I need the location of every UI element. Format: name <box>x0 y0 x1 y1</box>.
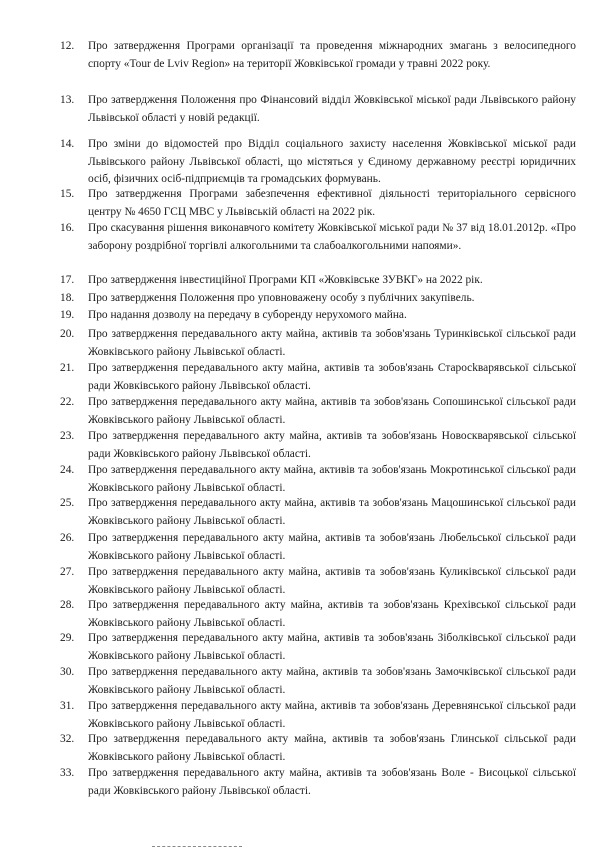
item-text: Про затвердження Програми організації та проведення міжнародних змагань з велосипедного спорту «Tour de Lviv Region» на території Жовківської громади у травні 2022 року. <box>88 40 576 70</box>
item-number: 26. <box>60 532 75 544</box>
item-text: Про затвердження передавального акту майна, активів та зобов'язань Деревнянської сільської ради Жовківського району Львівської області. <box>88 700 576 730</box>
item-text: Про затвердження передавального акту майна, активів та зобов'язань Крехівської сільської ради Жовківського району Львівської області. <box>88 599 576 629</box>
list-item <box>60 428 576 463</box>
item-text: Про затвердження передавального акту майна, активів та зобов'язань Старосkварявської сільської ради Жовківського району Львівської області. <box>88 362 576 392</box>
item-number: 22. <box>60 396 75 408</box>
item-number: 13. <box>60 94 75 106</box>
item-text: Про затвердження інвестиційної Програми КП «Жовківське ЗУВКГ» на 2022 рік. <box>88 274 483 286</box>
item-number: 14. <box>60 138 75 150</box>
item-text: Про затвердження передавального акту майна, активів та зобов'язань Зіболківської сільської ради Жовківського району Львівської області. <box>88 632 576 662</box>
item-number: 24. <box>60 464 75 476</box>
item-number: 29. <box>60 632 75 644</box>
list-item <box>60 38 576 73</box>
item-number: 30. <box>60 666 75 678</box>
item-text: Про затвердження передавального акту майна, активів та зобов'язань Сопошинської сільської ради Жовківського району Львівської області. <box>88 396 576 426</box>
list-item <box>60 272 576 290</box>
list-item <box>60 220 576 255</box>
list-item <box>60 495 576 530</box>
item-text: Про затвердження передавального акту майна, активів та зобов'язань Воле - Висоцької сільської ради Жовківського району Львівської області. <box>88 767 576 797</box>
item-number: 25. <box>60 497 75 509</box>
list-item <box>60 307 576 325</box>
item-text: Про зміни до відомостей про Відділ соціального захисту населення Жовківської міської ради Львівського району Львівської області, що містяться у Єдиному державному реєстрі юридичних осіб, фізичних осіб-підприємців та громадських формувань. <box>88 138 576 185</box>
item-number: 18. <box>60 292 75 304</box>
item-text: Про затвердження передавального акту майна, активів та зобов'язань Мокротинської сільської ради Жовківського району Львівської області. <box>88 464 576 494</box>
list-item <box>60 290 576 308</box>
item-text: Про затвердження Програми забезпечення ефективної діяльності територіального сервісного центру № 4650 ГСЦ МВС у Львівській області на 2022 рік. <box>88 188 576 218</box>
list-item <box>60 92 576 127</box>
list-item <box>60 394 576 429</box>
item-number: 33. <box>60 767 75 779</box>
list-item <box>60 136 576 189</box>
list-item <box>60 462 576 497</box>
item-text: Про затвердження Положення про Фінансовий відділ Жовківської міської ради Львівського району Львівської області у новій редакції. <box>88 94 576 124</box>
item-text: Про скасування рішення виконавчого комітету Жовківської міської ради № 37 від 18.01.2012р. «Про заборону роздрібної торгівлі алкогольними та слабоалкогольними напоями». <box>88 222 576 252</box>
item-number: 12. <box>60 40 75 52</box>
list-item <box>60 664 576 699</box>
item-number: 17. <box>60 274 75 286</box>
item-text: Про затвердження передавального акту майна, активів та зобов'язань Любельської сільської ради Жовківського району Львівської області. <box>88 532 576 562</box>
item-text: Про затвердження Положення про уповноважену особу з публічних закупівель. <box>88 292 475 304</box>
item-number: 23. <box>60 430 75 442</box>
item-text: Про затвердження передавального акту майна, активів та зобов'язань Глинської сільської ради Жовківського району Львівської області. <box>88 733 576 763</box>
list-item <box>60 530 576 565</box>
list-item <box>60 597 576 632</box>
list-item <box>60 564 576 599</box>
list-item <box>60 360 576 395</box>
item-text: Про затвердження передавального акту майна, активів та зобов'язань Мацошинської сільської ради Жовківського району Львівської області. <box>88 497 576 527</box>
item-text: Про затвердження передавального акту майна, активів та зобов'язань Туринківської сільської ради Жовківського району Львівської області. <box>88 328 576 358</box>
item-number: 20. <box>60 328 75 340</box>
item-number: 27. <box>60 566 75 578</box>
footer-divider <box>152 846 242 847</box>
list-item <box>60 731 576 766</box>
item-number: 21. <box>60 362 75 374</box>
list-item <box>60 326 576 361</box>
item-text: Про затвердження передавального акту майна, активів та зобов'язань Новоскварявської сільської ради Жовківського району Львівської області. <box>88 430 576 460</box>
item-number: 31. <box>60 700 75 712</box>
item-number: 15. <box>60 188 75 200</box>
list-item <box>60 765 576 800</box>
item-number: 28. <box>60 599 75 611</box>
item-text: Про затвердження передавального акту майна, активів та зобов'язань Куликівської сільської ради Жовківського району Львівської області. <box>88 566 576 596</box>
item-number: 16. <box>60 222 75 234</box>
item-number: 19. <box>60 309 75 321</box>
list-item <box>60 186 576 221</box>
item-number: 32. <box>60 733 75 745</box>
item-text: Про затвердження передавального акту майна, активів та зобов'язань Замочківської сільської ради Жовківського району Львівської області. <box>88 666 576 696</box>
list-item <box>60 698 576 733</box>
list-item <box>60 630 576 665</box>
item-text: Про надання дозволу на передачу в суборенду нерухомого майна. <box>88 309 407 321</box>
